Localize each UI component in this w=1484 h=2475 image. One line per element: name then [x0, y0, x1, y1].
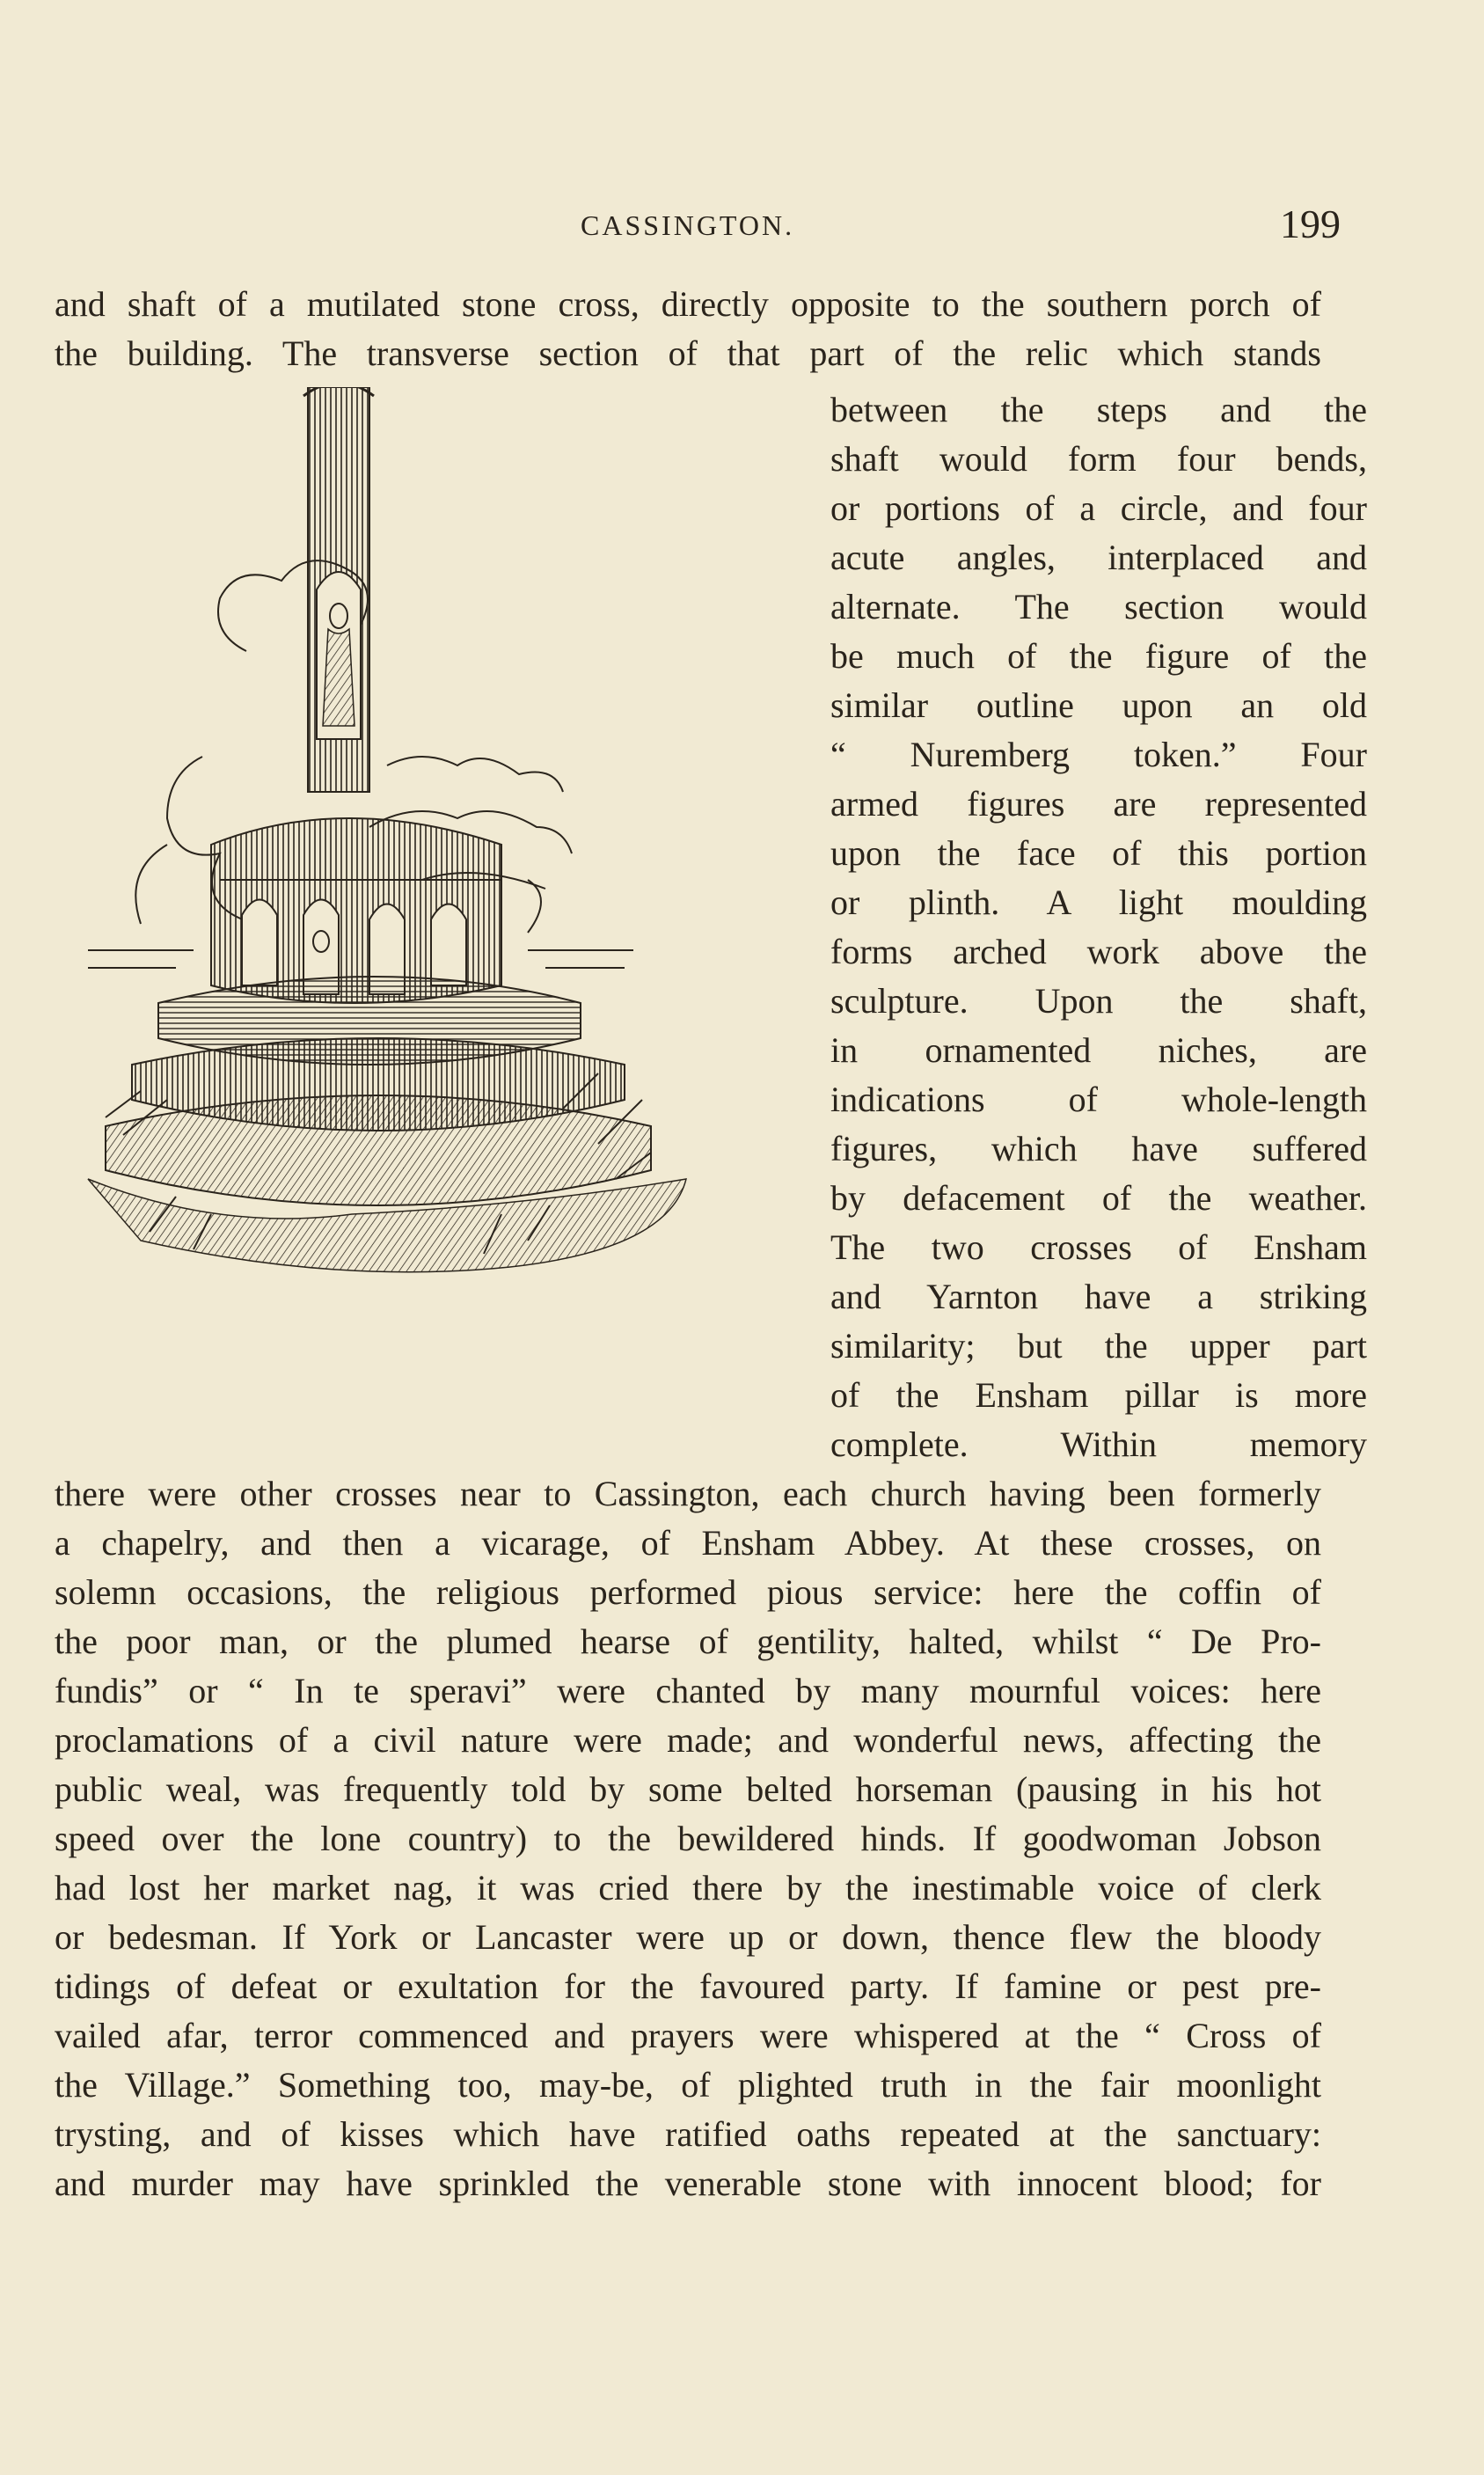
text-line: or portions of a circle, and four — [830, 488, 1367, 528]
text-line: speed over the lone country) to the bewildered hinds. If goodwoman Jobson — [55, 1819, 1321, 1858]
text-line: figures, which have suffered — [830, 1129, 1367, 1168]
text-line: between the steps and the — [830, 390, 1367, 429]
text-line: shaft would form four bends, — [830, 439, 1367, 479]
text-line: alternate. The section would — [830, 587, 1367, 626]
page-number: 199 — [1280, 201, 1341, 246]
text-line: fundis” or “ In te speravi” were chanted by many mournful voices: here — [55, 1671, 1321, 1710]
text-line: sculpture. Upon the shaft, — [830, 981, 1367, 1021]
text-line: and Yarnton have a striking — [830, 1277, 1367, 1316]
text-line: similarity; but the upper part — [830, 1326, 1367, 1366]
text-line: tidings of defeat or exultation for the favoured party. If famine or pest pre- — [55, 1966, 1321, 2006]
text-line: the building. The transverse section of that part of the relic which stands — [55, 333, 1321, 373]
text-line: The two crosses of Ensham — [830, 1227, 1367, 1267]
text-line: by defacement of the weather. — [830, 1178, 1367, 1218]
text-line: there were other crosses near to Cassington, each church having been formerly — [55, 1474, 1321, 1513]
text-line: in ornamented niches, are — [830, 1030, 1367, 1070]
text-line: complete. Within memory — [830, 1424, 1367, 1464]
stone-cross-engraving — [70, 387, 774, 1425]
running-title: CASSINGTON. — [581, 209, 795, 241]
text-line: public weal, was frequently told by some belted horseman (pausing in his hot — [55, 1769, 1321, 1809]
text-line: and shaft of a mutilated stone cross, directly opposite to the southern porch of — [55, 284, 1321, 324]
text-line: upon the face of this portion — [830, 833, 1367, 873]
text-line: or bedesman. If York or Lancaster were up or down, thence flew the bloody — [55, 1917, 1321, 1957]
text-line: be much of the figure of the — [830, 636, 1367, 676]
text-line: indications of whole-length — [830, 1080, 1367, 1119]
text-line: and murder may have sprinkled the venerable stone with innocent blood; for — [55, 2164, 1321, 2203]
text-line: the poor man, or the plumed hearse of gentility, halted, whilst “ De Pro- — [55, 1622, 1321, 1661]
text-line: of the Ensham pillar is more — [830, 1375, 1367, 1415]
text-line: acute angles, interplaced and — [830, 538, 1367, 577]
text-line: vailed afar, terror commenced and prayers were whispered at the “ Cross of — [55, 2016, 1321, 2055]
text-line: had lost her market nag, it was cried there by the inestimable voice of clerk — [55, 1868, 1321, 1908]
text-line: forms arched work above the — [830, 932, 1367, 971]
text-line: proclamations of a civil nature were made; and wonderful news, affecting the — [55, 1720, 1321, 1760]
text-line: trysting, and of kisses which have ratified oaths repeated at the sanctuary: — [55, 2114, 1321, 2154]
text-line: similar outline upon an old — [830, 685, 1367, 725]
text-line: or plinth. A light moulding — [830, 882, 1367, 922]
text-line: a chapelry, and then a vicarage, of Ensham Abbey. At these crosses, on — [55, 1523, 1321, 1563]
text-line: “ Nuremberg token.” Four — [830, 735, 1367, 774]
text-line: armed figures are represented — [830, 784, 1367, 824]
text-line: solemn occasions, the religious performed pious service: here the coffin of — [55, 1572, 1321, 1612]
text-line: the Village.” Something too, may-be, of plighted truth in the fair moonlight — [55, 2065, 1321, 2105]
